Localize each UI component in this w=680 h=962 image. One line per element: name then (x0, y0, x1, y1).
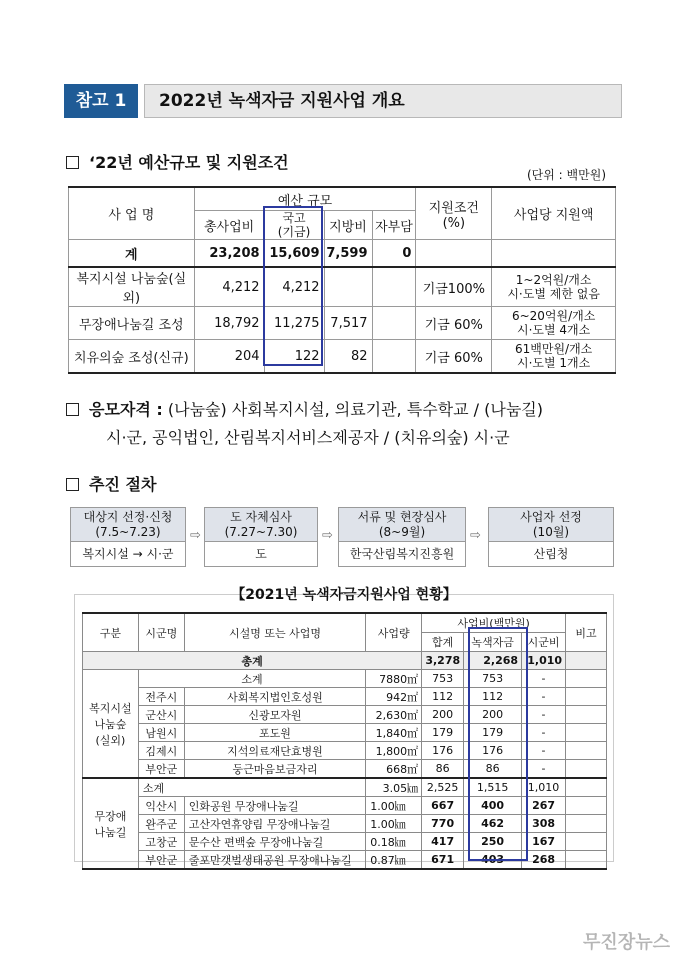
row-citycost: 268 (522, 851, 566, 870)
table-row (83, 851, 607, 870)
reference-badge: 참고 1 (64, 84, 138, 118)
subtotal-amount: 3.05㎞ (366, 778, 422, 797)
row-condition: 기금 60% (416, 340, 492, 374)
total-total: 23,208 (194, 240, 264, 268)
process-step (70, 507, 186, 567)
row-facility: 인화공원 무장애나눔길 (184, 797, 365, 815)
row-green: 200 (464, 706, 522, 724)
row-facility: 사회복지법인호성원 (184, 688, 365, 706)
row-total: 4,212 (194, 267, 264, 307)
table-row (83, 815, 607, 833)
row-facility: 줄포만갯벌생태공원 무장애나눔길 (184, 851, 365, 870)
table-row (83, 833, 607, 851)
row-support-1: 1~2억원/개소 (515, 273, 592, 287)
row-city: 완주군 (138, 815, 184, 833)
group1-label-2: 나눔숲 (94, 717, 127, 731)
step-actor: 산림청 (533, 547, 569, 561)
row-green: 250 (464, 833, 522, 851)
row-self (372, 307, 416, 340)
qualification-title: 응모자격 : (89, 400, 163, 419)
status-figure-title: 【2021년 녹색자금지원사업 현황】 (231, 587, 457, 603)
row-self (372, 267, 416, 307)
row-green: 179 (464, 724, 522, 742)
subtotal-amount: 7880㎡ (366, 670, 422, 688)
table-row (69, 267, 616, 307)
total-self: 0 (372, 240, 416, 268)
row-city: 김제시 (138, 742, 184, 760)
subtotal-green: 753 (464, 670, 522, 688)
row-sum: 179 (422, 724, 464, 742)
header-note: 비고 (566, 613, 607, 652)
header-facility: 시설명 또는 사업명 (184, 613, 365, 652)
subtotal-green: 1,515 (464, 778, 522, 797)
row-city: 남원시 (138, 724, 184, 742)
row-citycost: 167 (522, 833, 566, 851)
step-actor: 도 (255, 547, 267, 561)
header-citycost: 시군비 (522, 633, 566, 652)
row-sum: 112 (422, 688, 464, 706)
row-amount: 1.00㎞ (366, 797, 422, 815)
row-condition: 기금100% (416, 267, 492, 307)
section-process-title: 추진 절차 (89, 475, 157, 494)
subtotal-row (83, 670, 607, 688)
row-amount: 1,800㎡ (366, 742, 422, 760)
header-pct: (%) (442, 215, 466, 231)
row-amount: 0.87㎞ (366, 851, 422, 870)
row-name: 무장애나눔길 조성 (69, 307, 195, 340)
process-step (338, 507, 466, 567)
header-condition-label: 지원조건 (428, 200, 479, 216)
row-city: 부안군 (138, 760, 184, 779)
row-support-2: 시·도별 1개소 (517, 356, 591, 370)
header-local: 지방비 (324, 211, 372, 240)
subtotal-citycost: - (522, 670, 566, 688)
total-national: 15,609 (264, 240, 324, 268)
header-total: 총사업비 (194, 211, 264, 240)
row-support (492, 340, 616, 374)
subtotal-sum: 753 (422, 670, 464, 688)
page-title: 2022년 녹색자금 지원사업 개요 (144, 84, 622, 118)
row-facility: 지석의료재단효병원 (184, 742, 365, 760)
row-green: 400 (464, 797, 522, 815)
row-facility: 신광모자원 (184, 706, 365, 724)
header-project: 사 업 명 (69, 187, 195, 240)
header-per-project: 사업당 지원액 (492, 187, 616, 240)
row-facility: 포도원 (184, 724, 365, 742)
group1-label (83, 670, 139, 779)
row-national: 4,212 (264, 267, 324, 307)
row-citycost: - (522, 706, 566, 724)
row-amount: 942㎡ (366, 688, 422, 706)
row-sum: 200 (422, 706, 464, 724)
row-name: 치유의숲 조성(신규) (69, 340, 195, 374)
section-budget-title: ‘22년 예산규모 및 지원조건 (89, 153, 289, 172)
row-citycost: - (522, 724, 566, 742)
row-sum: 770 (422, 815, 464, 833)
step-name: 서류 및 현장심사 (357, 510, 447, 524)
group1-label-1: 복지시설 (89, 701, 132, 715)
row-total: 204 (194, 340, 264, 374)
qualification-line-1: (나눔숲) 사회복지시설, 의료기관, 특수학교 / (나눔길) (167, 400, 543, 419)
row-citycost: 267 (522, 797, 566, 815)
grand-total-row (83, 652, 607, 670)
row-local: 7,517 (324, 307, 372, 340)
table-row (83, 760, 607, 779)
row-city: 부안군 (138, 851, 184, 870)
row-name: 복지시설 나눔숲(실외) (69, 267, 195, 307)
header-category: 구분 (83, 613, 139, 652)
row-sum: 176 (422, 742, 464, 760)
row-support-2: 시·도별 제한 없음 (507, 287, 600, 301)
row-citycost: - (522, 742, 566, 760)
row-self (372, 340, 416, 374)
section-budget-heading (66, 150, 289, 173)
table-row (83, 797, 607, 815)
step-actor: 복지시설 → 시·군 (82, 547, 174, 561)
row-green: 403 (464, 851, 522, 870)
header-condition (416, 187, 492, 240)
row-support (492, 267, 616, 307)
table-row (69, 340, 616, 374)
row-support-1: 61백만원/개소 (514, 342, 593, 356)
row-amount: 1.00㎞ (366, 815, 422, 833)
row-national: 11,275 (264, 307, 324, 340)
table-row (83, 724, 607, 742)
table-row (83, 706, 607, 724)
table-row (83, 742, 607, 760)
row-city: 고창군 (138, 833, 184, 851)
row-sum: 417 (422, 833, 464, 851)
header-green: 녹색자금 (464, 633, 522, 652)
row-city: 익산시 (138, 797, 184, 815)
subtotal-row (83, 778, 607, 797)
header-budget: 예산 규모 (194, 187, 416, 211)
subtotal-sum: 2,525 (422, 778, 464, 797)
row-sum: 667 (422, 797, 464, 815)
header-national (264, 211, 324, 240)
group2-label-1: 무장애 (94, 809, 127, 823)
checkbox-square-icon (66, 403, 79, 416)
row-local (324, 267, 372, 307)
row-local: 82 (324, 340, 372, 374)
unit-label: (단위 : 백만원) (527, 168, 606, 182)
checkbox-square-icon (66, 478, 79, 491)
row-amount: 1,840㎡ (366, 724, 422, 742)
table-row (83, 688, 607, 706)
header-city: 시군명 (138, 613, 184, 652)
row-amount: 2,630㎡ (366, 706, 422, 724)
row-condition: 기금 60% (416, 307, 492, 340)
row-sum: 86 (422, 760, 464, 779)
budget-table (68, 186, 616, 374)
row-support (492, 307, 616, 340)
row-facility: 문수산 편백숲 무장애나눔길 (184, 833, 365, 851)
row-citycost: - (522, 760, 566, 779)
header-self: 자부담 (372, 211, 416, 240)
subtotal-label: 소계 (138, 670, 365, 688)
header-fund: (기금) (277, 225, 311, 239)
row-citycost: 308 (522, 815, 566, 833)
step-name: 도 자체심사 (230, 510, 292, 524)
header-amount: 사업량 (366, 613, 422, 652)
checkbox-square-icon (66, 156, 79, 169)
arrow-right-icon: ⇨ (470, 528, 481, 543)
row-green: 86 (464, 760, 522, 779)
row-national: 122 (264, 340, 324, 374)
header-cost: 사업비(백만원) (422, 613, 566, 633)
header-national-label: 국고 (282, 211, 306, 225)
qualification-block (66, 396, 626, 452)
grand-total-label: 총계 (83, 652, 422, 670)
group2-label (83, 778, 139, 869)
subtotal-citycost: 1,010 (522, 778, 566, 797)
arrow-right-icon: ⇨ (190, 528, 201, 543)
row-facility: 고산자연휴양림 무장애나눔길 (184, 815, 365, 833)
watermark-logo: 무진장뉴스 (583, 932, 670, 953)
row-city: 군산시 (138, 706, 184, 724)
table-row (69, 307, 616, 340)
step-name: 대상지 선정·신청 (83, 510, 173, 524)
step-actor: 한국산림복지진흥원 (349, 547, 455, 561)
total-label: 계 (69, 240, 195, 268)
grand-total-citycost: 1,010 (522, 652, 566, 670)
grand-total-sum: 3,278 (422, 652, 464, 670)
row-facility: 둥근마음보금자리 (184, 760, 365, 779)
process-step (204, 507, 318, 567)
group1-label-3: (실외) (95, 733, 126, 747)
group2-label-2: 나눔길 (94, 825, 127, 839)
status-table (82, 612, 607, 870)
row-sum: 671 (422, 851, 464, 870)
step-date: (7.5~7.23) (95, 525, 161, 539)
step-date: (8~9월) (378, 525, 426, 539)
row-amount: 0.18㎞ (366, 833, 422, 851)
total-local: 7,599 (324, 240, 372, 268)
section-process-heading (66, 472, 156, 495)
row-total: 18,792 (194, 307, 264, 340)
qualification-line-2: 시·군, 공익법인, 산림복지서비스제공자 / (치유의숲) 시·군 (106, 428, 510, 447)
row-city: 전주시 (138, 688, 184, 706)
subtotal-label: 소계 (138, 778, 365, 797)
row-citycost: - (522, 688, 566, 706)
process-step (488, 507, 614, 567)
row-support-1: 6~20억원/개소 (511, 309, 596, 323)
row-support-2: 시·도별 4개소 (517, 323, 591, 337)
step-date: (7.27~7.30) (224, 525, 298, 539)
budget-total-row (69, 240, 616, 268)
header-sum: 합계 (422, 633, 464, 652)
row-green: 462 (464, 815, 522, 833)
arrow-right-icon: ⇨ (322, 528, 333, 543)
grand-total-green: 2,268 (464, 652, 522, 670)
row-amount: 668㎡ (366, 760, 422, 779)
step-name: 사업자 선정 (520, 510, 582, 524)
step-date: (10월) (532, 525, 570, 539)
row-green: 176 (464, 742, 522, 760)
row-green: 112 (464, 688, 522, 706)
